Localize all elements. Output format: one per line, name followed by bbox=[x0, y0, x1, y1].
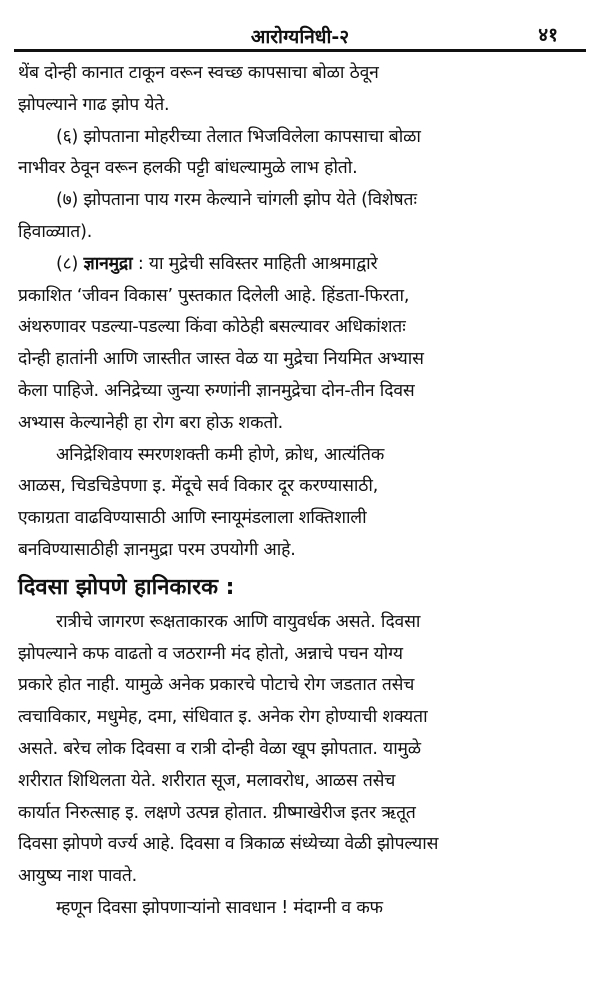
term-jnanamudra: ज्ञानमुद्रा bbox=[83, 253, 133, 274]
text-line: त्वचाविकार, मधुमेह, दमा, संधिवात इ. अनेक रोग होण्याची शक्यता bbox=[18, 707, 428, 728]
text-line: नाभीवर ठेवून वरून हलकी पट्टी बांधल्यामुळे लाभ होतो. bbox=[18, 158, 358, 179]
text-line: झोपल्याने कफ वाढतो व जठराग्नी मंद होतो, अन्नाचे पचन योग्य bbox=[18, 643, 403, 664]
text-line: थेंब दोन्ही कानात टाकून वरून स्वच्छ कापसाचा बोळा ठेवून bbox=[18, 63, 379, 83]
text-span: : या मुद्रेची सविस्तर माहिती आश्रमाद्वारे bbox=[132, 253, 378, 274]
text-line: अंथरुणावर पडल्या-पडल्या किंवा कोठेही बसल्यावर अधिकांशतः bbox=[18, 317, 406, 338]
text-line: (७) झोपताना पाय गरम केल्याने चांगली झोप येते (विशेषतः bbox=[56, 190, 417, 211]
page-number: ४१ bbox=[538, 24, 558, 46]
page-header bbox=[18, 0, 582, 48]
running-title: आरोग्यनिधी-२ bbox=[250, 26, 350, 48]
text-line: अभ्यास केल्यानेही हा रोग बरा होऊ शकतो. bbox=[18, 412, 284, 433]
text-line: केला पाहिजे. अनिद्रेच्या जुन्या रुग्णांनी ज्ञानमुद्रेचा दोन-तीन दिवस bbox=[18, 380, 415, 401]
text-line bbox=[18, 249, 582, 281]
header-rule bbox=[14, 49, 586, 52]
text-line: झोपल्याने गाढ झोप येते. bbox=[18, 94, 170, 115]
text-line: दिवसा झोपणे वर्ज्य आहे. दिवसा व त्रिकाळ संध्येच्या वेळी झोपल्यास bbox=[18, 834, 439, 855]
text-line: एकाग्रता वाढविण्यासाठी आणि स्नायूमंडलाला शक्तिशाली bbox=[18, 508, 367, 529]
text-line: आळस, चिडचिडेपणा इ. मेंदूचे सर्व विकार दूर करण्यासाठी, bbox=[18, 476, 379, 497]
text-line: (६) झोपताना मोहरीच्या तेलात भिजविलेला कापसाचा बोळा bbox=[56, 126, 421, 147]
item-number: (८) bbox=[56, 253, 84, 274]
text-line: म्हणून दिवसा झोपणाऱ्यांनो सावधान ! मंदाग्नी व कफ bbox=[56, 897, 383, 918]
text-line: शरीरात शिथिलता येते. शरीरात सूज, मलावरोध, आळस तसेच bbox=[18, 770, 396, 791]
text-line: बनविण्यासाठीही ज्ञानमुद्रा परम उपयोगी आहे. bbox=[18, 539, 296, 560]
body-text bbox=[18, 58, 582, 925]
text-line: आयुष्य नाश पावते. bbox=[18, 866, 138, 887]
section-heading: दिवसा झोपणे हानिकारक : bbox=[18, 574, 235, 600]
text-line: अनिद्रेशिवाय स्मरणशक्ती कमी होणे, क्रोध, आत्यंतिक bbox=[56, 444, 385, 465]
text-line: कार्यात निरुत्साह इ. लक्षणे उत्पन्न होतात. ग्रीष्माखेरीज इतर ऋतूत bbox=[18, 802, 416, 823]
text-line: रात्रीचे जागरण रूक्षताकारक आणि वायुवर्धक असते. दिवसा bbox=[56, 611, 421, 632]
text-line: असते. बरेच लोक दिवसा व रात्री दोन्ही वेळा खूप झोपतात. यामुळे bbox=[18, 738, 421, 759]
text-line: दोन्ही हातांनी आणि जास्तीत जास्त वेळ या मुद्रेचा नियमित अभ्यास bbox=[18, 349, 424, 370]
text-line: प्रकारे होत नाही. यामुळे अनेक प्रकारचे पोटाचे रोग जडतात तसेच bbox=[18, 675, 415, 696]
text-line: प्रकाशित ‘जीवन विकास’ पुस्तकात दिलेली आहे. हिंडता-फिरता, bbox=[18, 285, 410, 306]
text-line: हिवाळ्यात). bbox=[18, 221, 93, 242]
